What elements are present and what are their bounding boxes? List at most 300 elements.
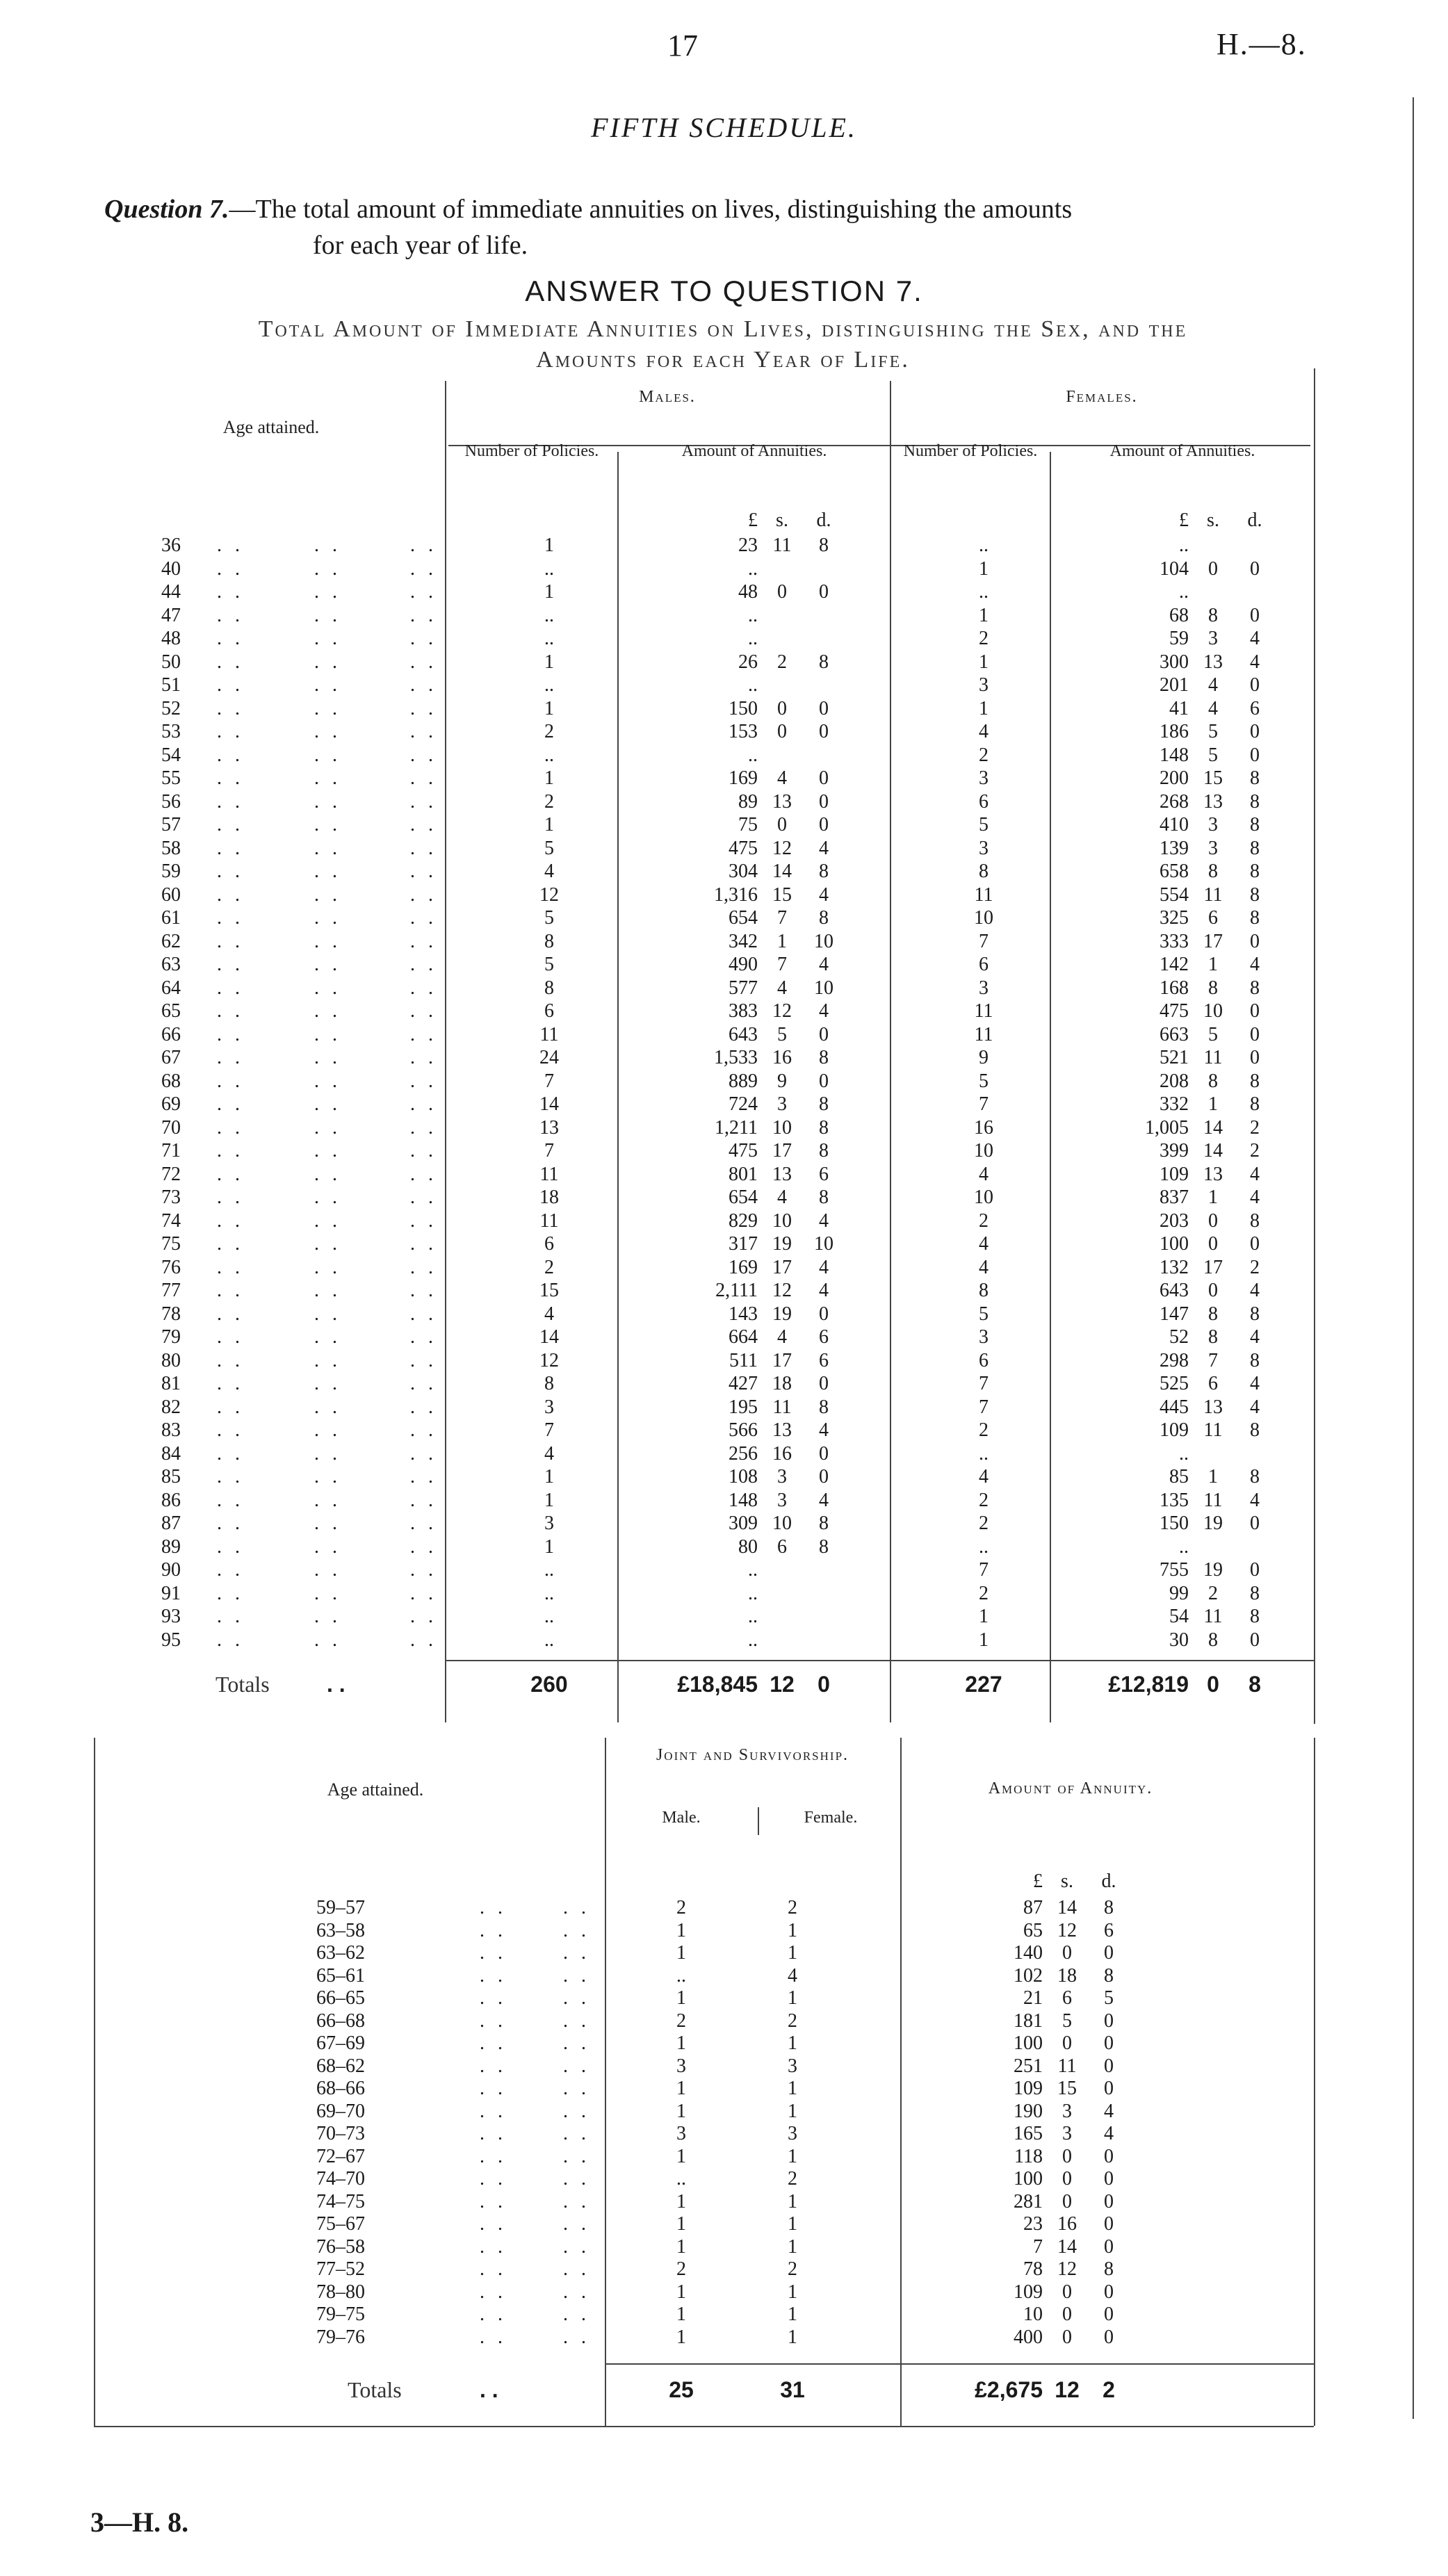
table-row xyxy=(0,1139,1448,1163)
leader-dots: . . xyxy=(314,557,341,580)
table-row xyxy=(0,1987,1448,2010)
female-shillings-cell: 1 xyxy=(1208,1187,1218,1208)
leader-dots: . . xyxy=(217,977,244,999)
leader-dots: . . xyxy=(410,1442,437,1465)
age-cell: 69 xyxy=(161,1093,181,1115)
male-pounds-cell: .. xyxy=(748,604,758,626)
age-cell: 61 xyxy=(161,907,181,929)
leader-dots: . . xyxy=(563,1919,590,1941)
annuity-pence-cell: 0 xyxy=(1104,2032,1114,2054)
leader-dots: . . xyxy=(410,1116,437,1139)
female-pence-cell: 4 xyxy=(1250,1373,1260,1394)
female-shillings-cell: 4 xyxy=(1208,697,1218,719)
header-males: Males. xyxy=(639,388,696,406)
male-shillings-cell: 3 xyxy=(777,1466,787,1487)
age-cell: 71 xyxy=(161,1140,181,1161)
table-row xyxy=(0,1964,1448,1988)
male-policies-cell: .. xyxy=(544,1606,554,1627)
header2-amount-of-annuity: Amount of Annuity. xyxy=(988,1779,1153,1798)
total-female-amount: £12,819 xyxy=(1108,1672,1189,1697)
table-row xyxy=(0,1396,1448,1419)
leader-dots: . . xyxy=(314,977,341,999)
pence-symbol: d. xyxy=(1247,510,1262,531)
totals-label: Totals xyxy=(348,2377,402,2402)
male-pounds-cell: 475 xyxy=(729,1140,758,1161)
male-pounds-cell: 23 xyxy=(738,535,758,556)
female-pence-cell: 0 xyxy=(1250,1023,1260,1045)
annuity-shillings-cell: 0 xyxy=(1062,2304,1072,2325)
annuity-pounds-cell: 102 xyxy=(1014,1964,1043,1987)
annuity-shillings-cell: 0 xyxy=(1062,2032,1072,2054)
table-row xyxy=(0,1605,1448,1629)
female-policies-cell: 2 xyxy=(979,628,989,649)
female-shillings-cell: 11 xyxy=(1203,883,1223,906)
table-row xyxy=(0,1070,1448,1093)
age-cell: 62 xyxy=(161,930,181,952)
female-shillings-cell: 11 xyxy=(1203,1047,1223,1068)
female-shillings-cell: 4 xyxy=(1208,674,1218,696)
female-shillings-cell: 7 xyxy=(1208,1349,1218,1371)
male-pounds-cell: 2,111 xyxy=(715,1280,758,1301)
male-policies-cell: .. xyxy=(544,674,554,696)
leader-dots: . . xyxy=(217,790,244,813)
male-shillings-cell: 7 xyxy=(777,954,787,975)
annuity-pence-cell: 5 xyxy=(1104,1987,1114,2009)
leader-dots: . . xyxy=(217,1209,244,1232)
leader-dots: . . xyxy=(217,557,244,580)
age-pair-cell: 68–62 xyxy=(316,2055,365,2077)
female-shillings-cell: 14 xyxy=(1203,1116,1223,1139)
female-pence-cell: 6 xyxy=(1250,697,1260,719)
male-policies-cell: 1 xyxy=(544,535,554,556)
table-row xyxy=(0,1558,1448,1582)
female-shillings-cell: 11 xyxy=(1203,1606,1223,1627)
female-pence-cell: 0 xyxy=(1250,1047,1260,1068)
leader-dots: . . xyxy=(314,1233,341,1255)
female-shillings-cell: 3 xyxy=(1208,837,1218,859)
joint-female-cell: 1 xyxy=(788,2281,797,2303)
male-policies-cell: 7 xyxy=(544,1140,554,1161)
male-policies-cell: 4 xyxy=(544,1303,554,1325)
leader-dots: . . xyxy=(217,1116,244,1139)
male-pence-cell: 8 xyxy=(819,1116,829,1139)
header-number-policies-females: Number of Policies. xyxy=(903,442,1038,460)
female-policies-cell: 1 xyxy=(979,651,989,673)
leader-dots: . . xyxy=(410,1047,437,1068)
annuity-pence-cell: 0 xyxy=(1104,2055,1114,2077)
joint-male-cell: .. xyxy=(676,1964,686,1987)
male-pence-cell: 4 xyxy=(819,954,829,975)
female-pence-cell: 0 xyxy=(1250,604,1260,626)
annuity-shillings-cell: 14 xyxy=(1057,1897,1077,1918)
age-cell: 65 xyxy=(161,1000,181,1022)
table-row xyxy=(0,1303,1448,1326)
male-shillings-cell: 0 xyxy=(777,581,787,603)
leader-dots: . . xyxy=(480,2032,507,2054)
leader-dots: . . xyxy=(217,1419,244,1441)
male-pence-cell: 6 xyxy=(819,1349,829,1371)
leader-dots: . . xyxy=(314,954,341,975)
table-row xyxy=(0,744,1448,767)
female-pounds-cell: .. xyxy=(1179,1442,1189,1465)
male-pounds-cell: 643 xyxy=(729,1023,758,1045)
annuity-shillings-cell: 16 xyxy=(1057,2213,1077,2235)
female-shillings-cell: 14 xyxy=(1203,1140,1223,1161)
female-policies-cell: 2 xyxy=(979,1513,989,1534)
table-row xyxy=(0,906,1448,930)
age-cell: 81 xyxy=(161,1373,181,1394)
male-policies-cell: 13 xyxy=(539,1116,559,1139)
joint-male-cell: 3 xyxy=(676,2123,686,2144)
male-pence-cell: 8 xyxy=(819,1187,829,1208)
female-policies-cell: 3 xyxy=(979,837,989,859)
leader-dots: . . xyxy=(217,837,244,859)
male-policies-cell: .. xyxy=(544,628,554,649)
leader-dots: . . xyxy=(563,2010,590,2032)
table-row xyxy=(0,2235,1448,2259)
male-pounds-cell: 26 xyxy=(738,651,758,673)
annuity-pence-cell: 0 xyxy=(1104,2190,1114,2212)
annuity-shillings-cell: 12 xyxy=(1057,1919,1077,1941)
age-pair-cell: 68–66 xyxy=(316,2078,365,2099)
annuity-pounds-cell: 190 xyxy=(1014,2100,1043,2122)
female-pence-cell: 0 xyxy=(1250,1513,1260,1534)
female-policies-cell: 3 xyxy=(979,767,989,789)
female-pounds-cell: 837 xyxy=(1160,1187,1189,1208)
male-pence-cell: 0 xyxy=(819,697,829,719)
female-policies-cell: .. xyxy=(979,1442,989,1465)
leader-dots: . . xyxy=(410,1373,437,1394)
leader-dots: . . xyxy=(480,2258,507,2280)
male-policies-cell: 15 xyxy=(539,1280,559,1301)
age-cell: 85 xyxy=(161,1466,181,1487)
currency-header-row-2 xyxy=(0,1870,1448,1893)
female-pence-cell: 4 xyxy=(1250,651,1260,673)
male-policies-cell: 2 xyxy=(544,721,554,742)
leader-dots: . . xyxy=(314,1582,341,1604)
header2-female: Female. xyxy=(804,1809,858,1827)
female-shillings-cell: 19 xyxy=(1203,1513,1223,1534)
male-shillings-cell: 6 xyxy=(777,1535,787,1558)
leader-dots: . . xyxy=(410,790,437,813)
total-male-amount: £18,845 xyxy=(677,1672,758,1697)
leader-dots: . . xyxy=(563,1964,590,1987)
male-pence-cell: 0 xyxy=(819,581,829,603)
leader-dots: . . xyxy=(314,1559,341,1581)
leader-dots: . . xyxy=(217,954,244,975)
leader-dots: . . xyxy=(480,2304,507,2325)
table-row xyxy=(0,1279,1448,1303)
leader-dots: . . xyxy=(217,1559,244,1581)
leader-dots: . . xyxy=(410,883,437,906)
leader-dots: . . xyxy=(217,651,244,673)
joint-female-cell: 2 xyxy=(788,2168,797,2190)
male-policies-cell: .. xyxy=(544,744,554,766)
leader-dots: . . xyxy=(410,861,437,882)
age-cell: 91 xyxy=(161,1582,181,1604)
male-pounds-cell: .. xyxy=(748,744,758,766)
age-cell: 60 xyxy=(161,883,181,906)
table-row xyxy=(0,930,1448,954)
annuity-pounds-cell: 10 xyxy=(1023,2304,1043,2325)
female-shillings-cell: 0 xyxy=(1208,1209,1218,1232)
age-cell: 77 xyxy=(161,1280,181,1301)
male-pence-cell: 0 xyxy=(819,814,829,835)
age-cell: 73 xyxy=(161,1187,181,1208)
female-pence-cell: 0 xyxy=(1250,1000,1260,1022)
age-cell: 74 xyxy=(161,1209,181,1232)
leader-dots: . . xyxy=(314,907,341,929)
leader-dots: . . xyxy=(314,1116,341,1139)
female-policies-cell: 5 xyxy=(979,1303,989,1325)
female-policies-cell: 10 xyxy=(974,907,993,929)
female-pence-cell: 4 xyxy=(1250,628,1260,649)
leader-dots: . . xyxy=(563,2190,590,2212)
subtitle-line-1: Total Amount of Immediate Annuities on Lives, distinguishing the Sex, and the xyxy=(258,316,1188,342)
annuity-pounds-cell: 87 xyxy=(1023,1897,1043,1918)
leader-dots: . . xyxy=(217,1489,244,1511)
female-shillings-cell: 17 xyxy=(1203,930,1223,952)
female-policies-cell: 2 xyxy=(979,1419,989,1441)
leader-dots: . . xyxy=(410,744,437,766)
joint-female-cell: 1 xyxy=(788,2078,797,2099)
leader-dots: . . xyxy=(410,1187,437,1208)
male-shillings-cell: 17 xyxy=(772,1140,792,1161)
female-policies-cell: 4 xyxy=(979,721,989,742)
male-shillings-cell: 10 xyxy=(772,1116,792,1139)
joint-male-cell: 1 xyxy=(676,2235,686,2258)
table-row xyxy=(0,580,1448,604)
female-shillings-cell: 0 xyxy=(1208,1280,1218,1301)
female-policies-cell: 7 xyxy=(979,1396,989,1418)
leader-dots: . . xyxy=(314,1373,341,1394)
leader-dots: . . xyxy=(314,1303,341,1325)
female-pence-cell: 8 xyxy=(1250,1349,1260,1371)
female-policies-cell: 10 xyxy=(974,1140,993,1161)
age-cell: 68 xyxy=(161,1070,181,1092)
female-pounds-cell: 298 xyxy=(1160,1349,1189,1371)
male-pence-cell: 0 xyxy=(819,721,829,742)
answer-title: ANSWER TO QUESTION 7. xyxy=(525,275,923,307)
male-shillings-cell: 19 xyxy=(772,1233,792,1255)
leader-dots: . . xyxy=(217,930,244,952)
annuity-shillings-cell: 0 xyxy=(1062,2281,1072,2303)
table-row xyxy=(0,2077,1448,2101)
leader-dots: . . xyxy=(314,1419,341,1441)
age-pair-cell: 74–75 xyxy=(316,2190,365,2212)
total-joint-pence: 2 xyxy=(1103,2377,1115,2402)
male-policies-cell: 5 xyxy=(544,954,554,975)
female-policies-cell: 6 xyxy=(979,1349,989,1371)
table-row xyxy=(0,1582,1448,1606)
total-male-shillings: 12 xyxy=(770,1672,795,1697)
leader-dots: . . xyxy=(217,1582,244,1604)
table-row xyxy=(0,2055,1448,2078)
female-pounds-cell: 54 xyxy=(1169,1606,1189,1627)
age-cell: 86 xyxy=(161,1489,181,1511)
leader-dots: . . xyxy=(410,1629,437,1651)
annuity-pounds-cell: 65 xyxy=(1023,1919,1043,1941)
male-shillings-cell: 4 xyxy=(777,1326,787,1348)
total-female-pence: 8 xyxy=(1248,1672,1261,1697)
age-cell: 44 xyxy=(161,581,181,603)
joint-male-cell: 1 xyxy=(676,2145,686,2167)
male-shillings-cell: 1 xyxy=(777,930,787,952)
leader-dots: . . xyxy=(217,1373,244,1394)
annuity-pence-cell: 0 xyxy=(1104,2145,1114,2167)
female-policies-cell: 6 xyxy=(979,954,989,975)
male-shillings-cell: 4 xyxy=(777,1187,787,1208)
leader-dots: . . xyxy=(563,1897,590,1918)
table-row xyxy=(0,1326,1448,1349)
male-shillings-cell: 10 xyxy=(772,1209,792,1232)
female-pounds-cell: 268 xyxy=(1160,790,1189,813)
annuity-pounds-cell: 165 xyxy=(1014,2123,1043,2144)
male-policies-cell: 12 xyxy=(539,883,559,906)
table-row xyxy=(0,1442,1448,1466)
leader-dots: . . xyxy=(410,1606,437,1627)
age-pair-cell: 69–70 xyxy=(316,2100,365,2122)
male-policies-cell: 11 xyxy=(539,1023,559,1045)
annuity-shillings-cell: 0 xyxy=(1062,2145,1072,2167)
leader-dots: . . xyxy=(314,1187,341,1208)
table-row xyxy=(0,2032,1448,2055)
male-shillings-cell: 13 xyxy=(772,1419,792,1441)
male-pounds-cell: 342 xyxy=(729,930,758,952)
age-cell: 51 xyxy=(161,674,181,696)
age-pair-cell: 77–52 xyxy=(316,2258,365,2280)
leader-dots: . . xyxy=(563,2032,590,2054)
female-pounds-cell: 109 xyxy=(1160,1163,1189,1185)
female-policies-cell: 3 xyxy=(979,977,989,999)
table-row xyxy=(0,651,1448,674)
age-pair-cell: 63–58 xyxy=(316,1919,365,1941)
male-pence-cell: 4 xyxy=(819,1280,829,1301)
male-policies-cell: 14 xyxy=(539,1326,559,1348)
male-shillings-cell: 4 xyxy=(777,767,787,789)
table-row xyxy=(0,2190,1448,2214)
table-subtitle xyxy=(125,314,1321,375)
female-policies-cell: 7 xyxy=(979,1373,989,1394)
table-row xyxy=(0,1256,1448,1280)
male-pence-cell: 8 xyxy=(819,535,829,556)
page-number: 17 xyxy=(667,28,698,63)
leader-dots: . . xyxy=(410,581,437,603)
male-pounds-cell: 577 xyxy=(729,977,758,999)
female-pounds-cell: 755 xyxy=(1160,1559,1189,1581)
leader-dots: . . xyxy=(314,883,341,906)
female-policies-cell: 4 xyxy=(979,1256,989,1278)
age-pair-cell: 66–65 xyxy=(316,1987,365,2009)
male-shillings-cell: 0 xyxy=(777,697,787,719)
joint-male-cell: .. xyxy=(676,2168,686,2190)
age-cell: 70 xyxy=(161,1116,181,1139)
female-pence-cell: 8 xyxy=(1250,790,1260,813)
leader-dots: . . xyxy=(217,1513,244,1534)
joint-male-cell: 1 xyxy=(676,2032,686,2054)
female-pence-cell: 8 xyxy=(1250,1303,1260,1325)
male-pence-cell: 4 xyxy=(819,1419,829,1441)
leader-dots: . . xyxy=(217,674,244,696)
leader-dots: . . xyxy=(563,1987,590,2009)
male-pence-cell: 0 xyxy=(819,1466,829,1487)
male-pence-cell: 8 xyxy=(819,907,829,929)
table2-rule xyxy=(758,1807,759,1835)
female-pounds-cell: .. xyxy=(1179,581,1189,603)
male-pounds-cell: 150 xyxy=(729,697,758,719)
annuity-shillings-cell: 0 xyxy=(1062,2326,1072,2348)
female-pounds-cell: 332 xyxy=(1160,1093,1189,1115)
male-pounds-cell: 383 xyxy=(729,1000,758,1022)
male-pounds-cell: 256 xyxy=(729,1442,758,1465)
male-pounds-cell: 1,211 xyxy=(715,1116,758,1139)
leader-dots: . . xyxy=(217,1000,244,1022)
male-shillings-cell: 12 xyxy=(772,1000,792,1022)
female-pounds-cell: .. xyxy=(1179,1535,1189,1558)
male-pounds-cell: 309 xyxy=(729,1513,758,1534)
female-pounds-cell: 147 xyxy=(1160,1303,1189,1325)
male-pounds-cell: .. xyxy=(748,1606,758,1627)
female-pence-cell: 0 xyxy=(1250,1233,1260,1255)
female-pounds-cell: 663 xyxy=(1160,1023,1189,1045)
male-pence-cell: 0 xyxy=(819,767,829,789)
male-shillings-cell: 11 xyxy=(772,1396,792,1418)
male-shillings-cell: 12 xyxy=(772,1280,792,1301)
leader-dots: . . xyxy=(410,1559,437,1581)
male-policies-cell: 1 xyxy=(544,581,554,603)
male-policies-cell: 14 xyxy=(539,1093,559,1115)
age-pair-cell: 75–67 xyxy=(316,2213,365,2235)
annuity-pounds-cell: 100 xyxy=(1014,2032,1043,2054)
male-policies-cell: 1 xyxy=(544,1535,554,1558)
male-pounds-cell: 143 xyxy=(729,1303,758,1325)
female-pounds-cell: 658 xyxy=(1160,861,1189,882)
age-cell: 72 xyxy=(161,1163,181,1185)
joint-male-cell: 3 xyxy=(676,2055,686,2077)
male-pence-cell: 8 xyxy=(819,1513,829,1534)
male-policies-cell: 1 xyxy=(544,767,554,789)
male-pence-cell: 8 xyxy=(819,1140,829,1161)
leader-dots: . . xyxy=(314,604,341,626)
male-pounds-cell: 75 xyxy=(738,814,758,835)
joint-female-cell: 1 xyxy=(788,2213,797,2235)
table-row xyxy=(0,813,1448,837)
table-row xyxy=(0,1023,1448,1047)
age-pair-cell: 63–62 xyxy=(316,1942,365,1964)
female-pounds-cell: 325 xyxy=(1160,907,1189,929)
leader-dots: . . xyxy=(480,2010,507,2032)
male-pence-cell: 8 xyxy=(819,1535,829,1558)
question-line-1: —The total amount of immediate annuities on lives, distinguishing the amounts xyxy=(229,195,1073,224)
annuity-pounds-cell: 7 xyxy=(1033,2235,1043,2258)
male-policies-cell: 1 xyxy=(544,697,554,719)
joint-female-cell: 2 xyxy=(788,2010,797,2032)
table2-rule xyxy=(605,2363,1314,2365)
age-cell: 87 xyxy=(161,1513,181,1534)
table-row xyxy=(0,1372,1448,1396)
female-shillings-cell: 8 xyxy=(1208,861,1218,882)
female-pounds-cell: 142 xyxy=(1160,954,1189,975)
document-reference: H.—8. xyxy=(1217,27,1307,61)
female-pounds-cell: 525 xyxy=(1160,1373,1189,1394)
table-row xyxy=(0,1209,1448,1233)
table-row xyxy=(0,860,1448,883)
female-pounds-cell: 201 xyxy=(1160,674,1189,696)
joint-male-cell: 1 xyxy=(676,2190,686,2212)
female-pounds-cell: .. xyxy=(1179,535,1189,556)
male-policies-cell: 6 xyxy=(544,1233,554,1255)
joint-female-cell: 1 xyxy=(788,2304,797,2325)
